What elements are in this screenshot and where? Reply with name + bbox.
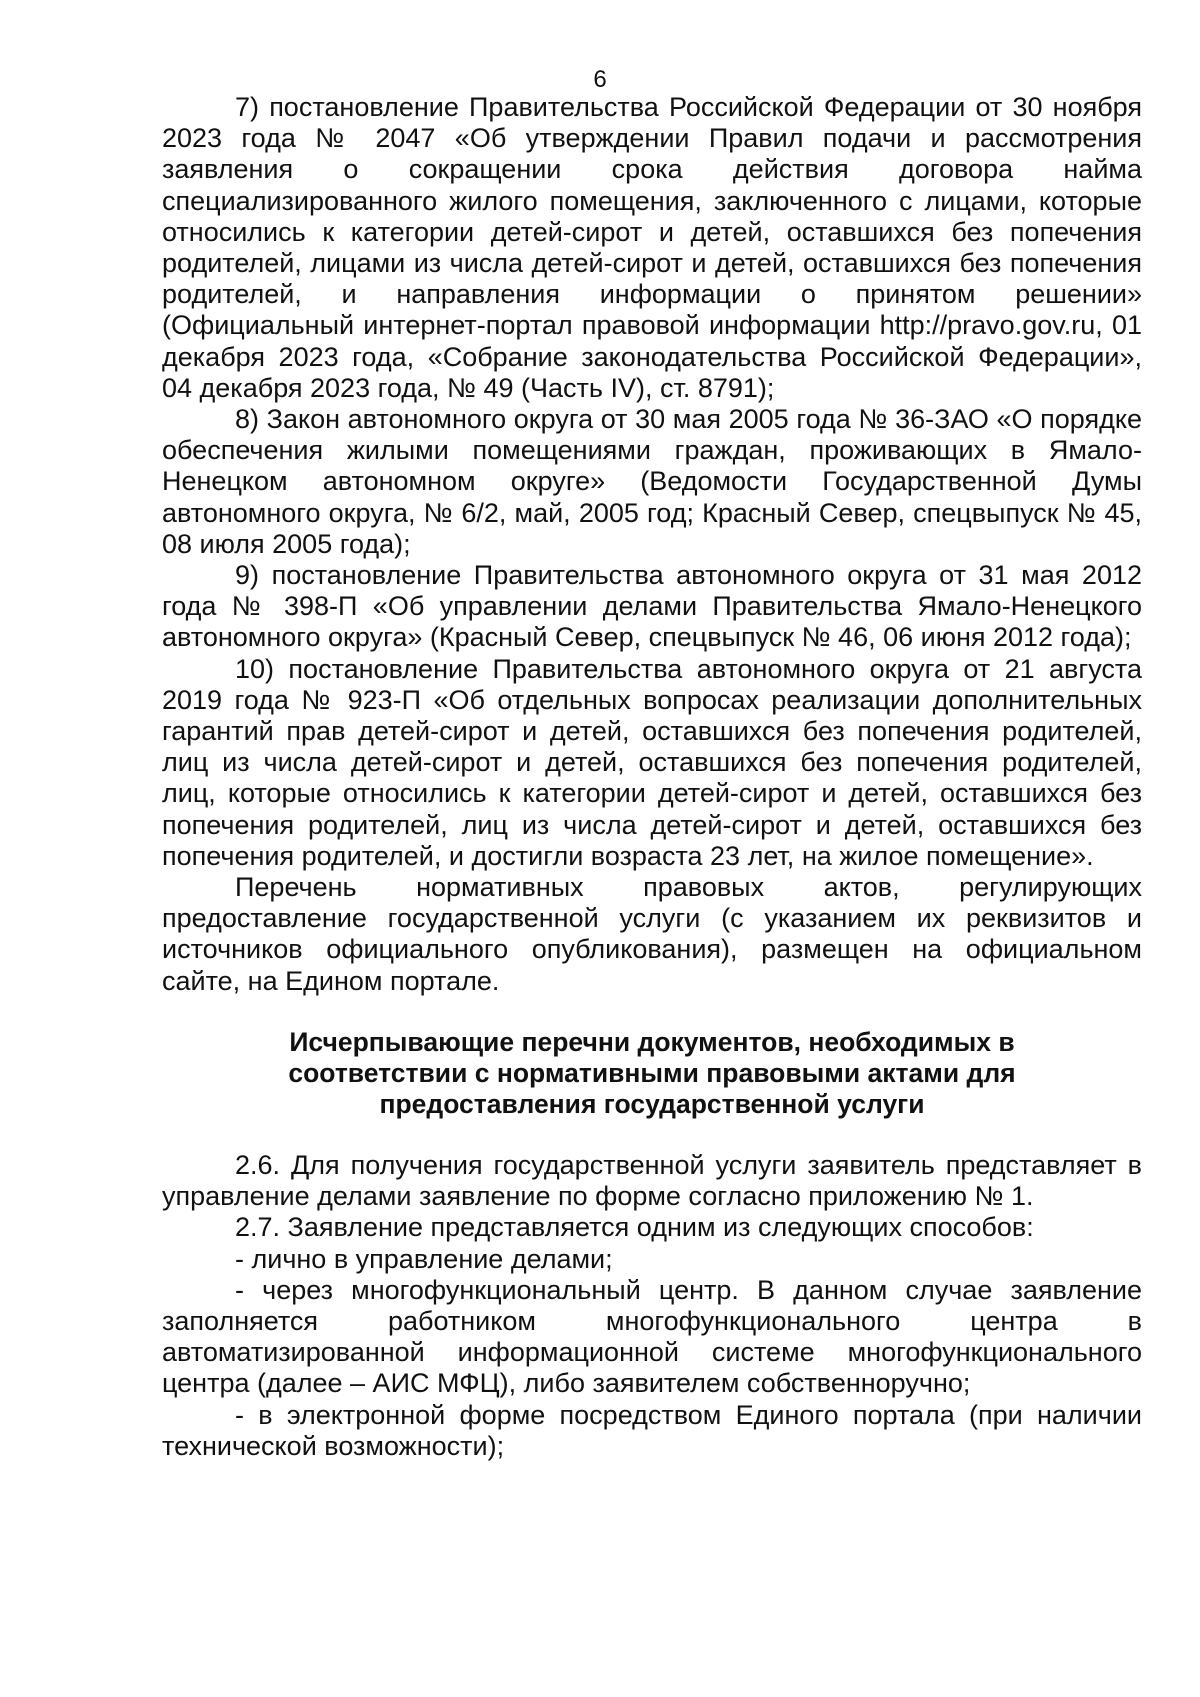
section-heading: Исчерпывающие перечни документов, необходимых в соответствии с нормативными правовыми актами для предоставления государственной услуги xyxy=(288,1026,1016,1119)
document-body xyxy=(162,92,1142,1462)
legal-acts-paragraph: Перечень нормативных правовых актов, регулирующих предоставление государственной услуги (с указанием их реквизитов и источников официального опубликования), размещен на официальном сайте, на Едином портале. xyxy=(162,872,1142,996)
list-item-7: 7) постановление Правительства Российской Федерации от 30 ноября 2023 года № 2047 «Об утверждении Правил подачи и рассмотрения заявления о сокращении срока действия договора найма специализированного жилого помещения, заключенного с лицами, которые относились к категории детей-сирот и детей, оставшихся без попечения родителей, лицами из числа детей-сирот и детей, оставшихся без попечения родителей, и направления информации о принятом решении» (Официальный интернет-портал правовой информации http://pravo.gov.ru, 01 декабря 2023 года, «Собрание законодательства Российской Федерации», 04 декабря 2023 года, № 49 (Часть IV), ст. 8791); xyxy=(162,92,1142,403)
list-item-10: 10) постановление Правительства автономного округа от 21 августа 2019 года № 923-П «Об отдельных вопросах реализации дополнительных гарантий прав детей-сирот и детей, оставшихся без попечения родителей, лиц из числа детей-сирот и детей, оставшихся без попечения родителей, лиц, которые относились к категории детей-сирот и детей, оставшихся без попечения родителей, лиц из числа детей-сирот и детей, оставшихся без попечения родителей, и достигли возраста 23 лет, на жилое помещение». xyxy=(162,653,1142,871)
method-in-person: - лично в управление делами; xyxy=(235,1243,613,1274)
list-item-9: 9) постановление Правительства автономного округа от 31 мая 2012 года № 398-П «Об управлении делами Правительства Ямало-Ненецкого автономного округа» (Красный Север, спецвыпуск № 46, 06 июня 2012 года); xyxy=(162,560,1142,653)
paragraph-2-6: 2.6. Для получения государственной услуги заявитель представляет в управление делами заявление по форме согласно приложению № 1. xyxy=(162,1149,1142,1212)
paragraph-2-7: 2.7. Заявление представляется одним из следующих способов: xyxy=(235,1212,1034,1243)
list-item-8: 8) Закон автономного округа от 30 мая 2005 года № 36-ЗАО «О порядке обеспечения жилыми помещениями граждан, проживающих в Ямало-Ненецком автономном округе» (Ведомости Государственной Думы автономного округа, № 6/2, май, 2005 год; Красный Север, спецвыпуск № 45, 08 июля 2005 года); xyxy=(162,404,1142,559)
method-electronic: - в электронной форме посредством Единого портала (при наличии технической возможности); xyxy=(162,1399,1142,1461)
method-mfc: - через многофункциональный центр. В данном случае заявление заполняется работником многофункционального центра в автоматизированной информационной системе многофункционального центра (далее – АИС МФЦ), либо заявителем собственноручно; xyxy=(162,1274,1142,1399)
page-number: 6 xyxy=(593,66,607,93)
